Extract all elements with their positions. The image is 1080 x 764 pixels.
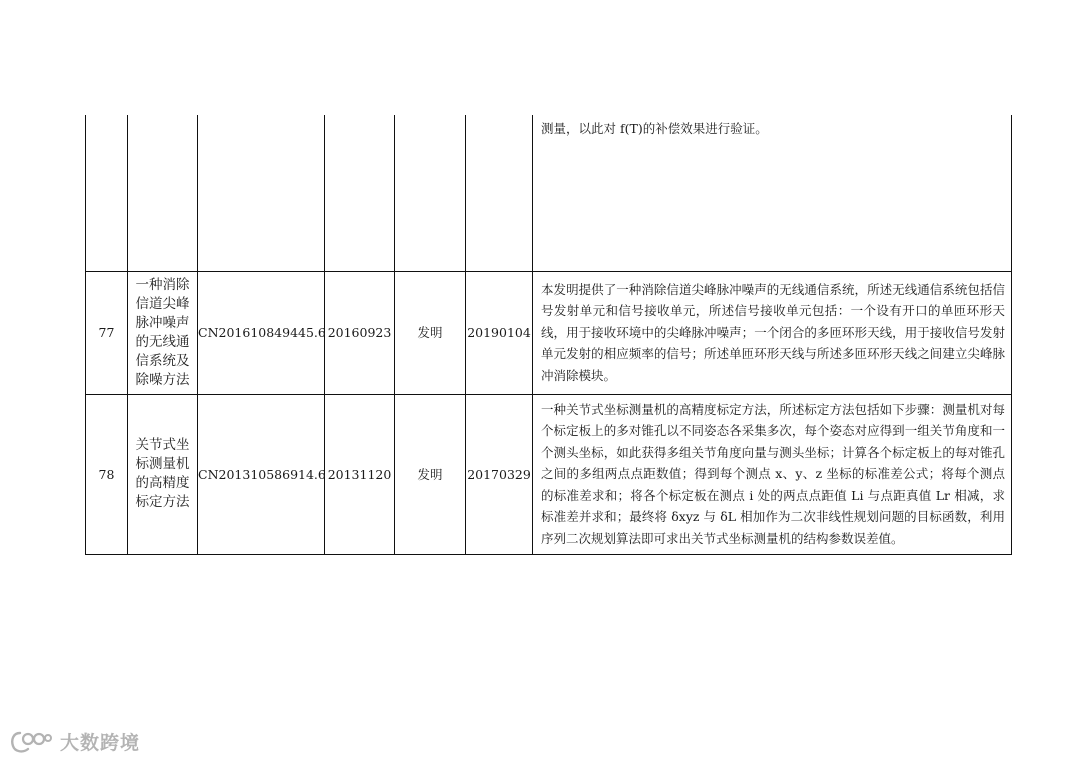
table-row <box>86 394 1012 554</box>
cell-app-no: CN201610849445.6 <box>198 271 325 394</box>
cell-abstract: 一种关节式坐标测量机的高精度标定方法，所述标定方法包括如下步骤：测量机对每个标定板上的多对锥孔以不同姿态各采集多次，每个姿态对应得到一组关节角度和一个测头坐标，如此获得多组关节角度向量与测头坐标；计算各个标定板上的每对锥孔之间的多组两点点距数值；得到每个测点 x、y、z 坐标的标准差公式；将每个测点的标准差求和；将各个标定板在测点 i 处的两点点距值 Li 与点距真值 Lr 相减，求标准差并求和；最终将 δxyz 与 δL 相加作为二次非线性规划问题的目标函数，利用序列二次规划算法即可求出关节式坐标测量机的结构参数误差值。 <box>533 394 1012 554</box>
cell-title <box>128 115 198 271</box>
cell-grant-date <box>466 115 533 271</box>
cell-type: 发明 <box>395 394 466 554</box>
cell-type <box>395 115 466 271</box>
table-row-continued <box>86 115 1012 271</box>
cell-abstract: 本发明提供了一种消除信道尖峰脉冲噪声的无线通信系统，所述无线通信系统包括信号发射单元和信号接收单元，所述信号接收单元包括：一个设有开口的单匝环形天线，用于接收环境中的尖峰脉冲噪声；一个闭合的多匝环形天线，用于接收信号发射单元发射的相应频率的信号；所述单匝环形天线与所述多匝环形天线之间建立尖峰脉冲消除模块。 <box>533 271 1012 394</box>
cell-no: 77 <box>86 271 128 394</box>
table-row <box>86 271 1012 394</box>
cell-app-no: CN201310586914.6 <box>198 394 325 554</box>
patent-table <box>85 115 1012 555</box>
cell-no: 78 <box>86 394 128 554</box>
weibo-logo-icon <box>10 729 52 755</box>
cell-title: 关节式坐标测量机的高精度标定方法 <box>128 394 198 554</box>
cell-abstract: 测量，以此对 f(T)的补偿效果进行验证。 <box>533 115 1012 271</box>
cell-app-date: 20131120 <box>325 394 395 554</box>
cell-type: 发明 <box>395 271 466 394</box>
cell-app-date <box>325 115 395 271</box>
cell-app-date: 20160923 <box>325 271 395 394</box>
cell-app-no <box>198 115 325 271</box>
cell-title: 一种消除信道尖峰脉冲噪声的无线通信系统及除噪方法 <box>128 271 198 394</box>
cell-grant-date: 20190104 <box>466 271 533 394</box>
watermark-text: 大数跨境 <box>60 732 141 754</box>
watermark <box>10 728 140 755</box>
cell-grant-date: 20170329 <box>466 394 533 554</box>
cell-no <box>86 115 128 271</box>
